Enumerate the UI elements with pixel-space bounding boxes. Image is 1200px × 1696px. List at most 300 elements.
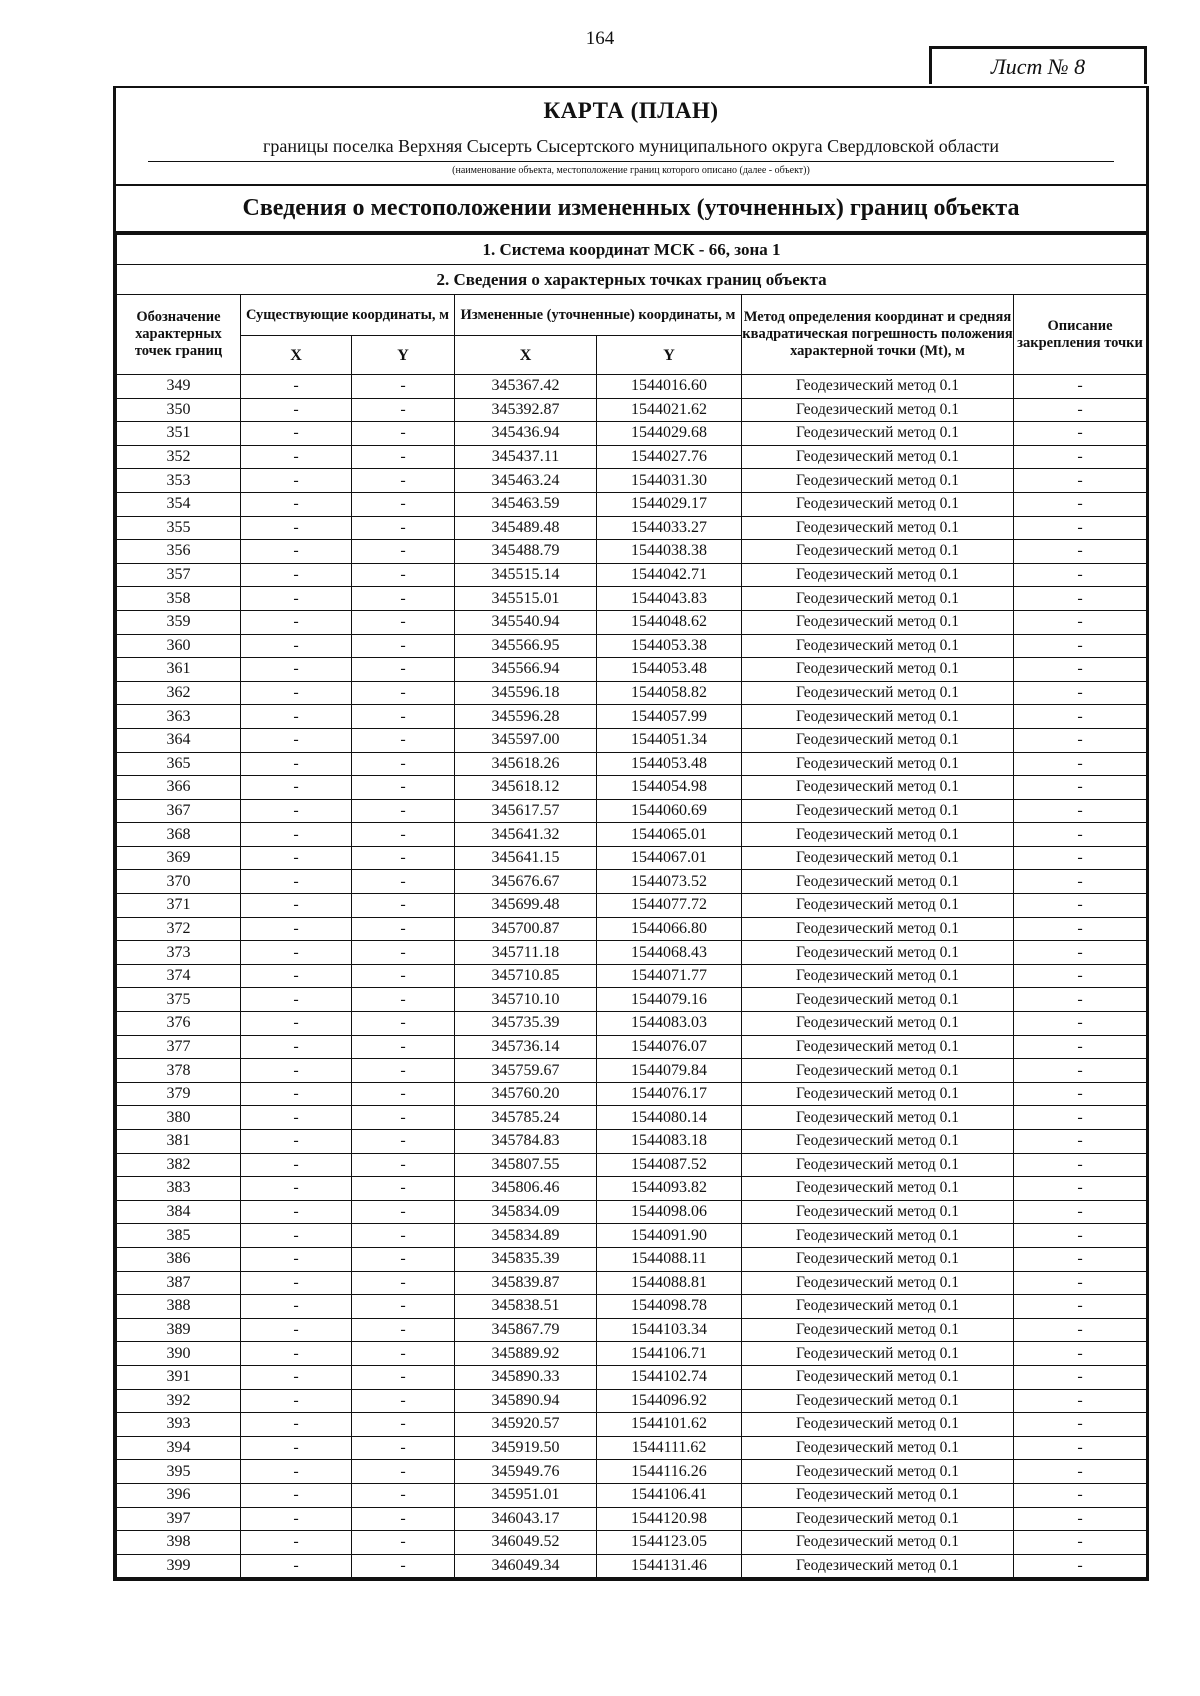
description-cell: - bbox=[1014, 1507, 1147, 1531]
description-cell: - bbox=[1014, 516, 1147, 540]
description-cell: - bbox=[1014, 398, 1147, 422]
method-cell: Геодезический метод 0.1 bbox=[742, 752, 1014, 776]
description-cell: - bbox=[1014, 681, 1147, 705]
changed-y-cell: 1544120.98 bbox=[597, 1507, 742, 1531]
description-cell: - bbox=[1014, 941, 1147, 965]
changed-y-cell: 1544068.43 bbox=[597, 941, 742, 965]
existing-y-cell: - bbox=[352, 563, 455, 587]
changed-y-cell: 1544029.17 bbox=[597, 492, 742, 516]
method-cell: Геодезический метод 0.1 bbox=[742, 1082, 1014, 1106]
method-cell: Геодезический метод 0.1 bbox=[742, 1130, 1014, 1154]
description-cell: - bbox=[1014, 752, 1147, 776]
point-number-cell: 372 bbox=[117, 917, 241, 941]
method-cell: Геодезический метод 0.1 bbox=[742, 1271, 1014, 1295]
existing-y-cell: - bbox=[352, 870, 455, 894]
changed-y-cell: 1544098.78 bbox=[597, 1295, 742, 1319]
table-row bbox=[117, 728, 1147, 752]
point-number-cell: 396 bbox=[117, 1483, 241, 1507]
changed-x-cell: 345617.57 bbox=[455, 799, 597, 823]
existing-y-cell: - bbox=[352, 1507, 455, 1531]
changed-x-cell: 345890.94 bbox=[455, 1389, 597, 1413]
description-cell: - bbox=[1014, 1460, 1147, 1484]
method-cell: Геодезический метод 0.1 bbox=[742, 587, 1014, 611]
changed-x-cell: 345488.79 bbox=[455, 540, 597, 564]
table-row bbox=[117, 563, 1147, 587]
description-cell: - bbox=[1014, 1295, 1147, 1319]
method-cell: Геодезический метод 0.1 bbox=[742, 398, 1014, 422]
existing-y-cell: - bbox=[352, 728, 455, 752]
existing-y-cell: - bbox=[352, 1035, 455, 1059]
changed-y-cell: 1544076.07 bbox=[597, 1035, 742, 1059]
method-cell: Геодезический метод 0.1 bbox=[742, 705, 1014, 729]
table-row bbox=[117, 634, 1147, 658]
changed-x-cell: 345834.89 bbox=[455, 1224, 597, 1248]
existing-y-cell: - bbox=[352, 610, 455, 634]
existing-x-cell: - bbox=[241, 1082, 352, 1106]
description-cell: - bbox=[1014, 1365, 1147, 1389]
existing-x-cell: - bbox=[241, 988, 352, 1012]
description-cell: - bbox=[1014, 1153, 1147, 1177]
changed-y-cell: 1544131.46 bbox=[597, 1554, 742, 1578]
method-cell: Геодезический метод 0.1 bbox=[742, 610, 1014, 634]
existing-x-cell: - bbox=[241, 1318, 352, 1342]
description-cell: - bbox=[1014, 799, 1147, 823]
point-number-cell: 389 bbox=[117, 1318, 241, 1342]
method-cell: Геодезический метод 0.1 bbox=[742, 634, 1014, 658]
description-cell: - bbox=[1014, 422, 1147, 446]
changed-x-cell: 345785.24 bbox=[455, 1106, 597, 1130]
changed-x-cell: 345597.00 bbox=[455, 728, 597, 752]
points-heading: 2. Сведения о характерных точках границ объекта bbox=[117, 265, 1147, 295]
description-cell: - bbox=[1014, 1035, 1147, 1059]
method-cell: Геодезический метод 0.1 bbox=[742, 1247, 1014, 1271]
point-number-cell: 383 bbox=[117, 1177, 241, 1201]
existing-x-cell: - bbox=[241, 1413, 352, 1437]
point-number-cell: 355 bbox=[117, 516, 241, 540]
changed-y-cell: 1544093.82 bbox=[597, 1177, 742, 1201]
existing-y-cell: - bbox=[352, 776, 455, 800]
table-row bbox=[117, 1012, 1147, 1036]
existing-y-cell: - bbox=[352, 1130, 455, 1154]
existing-x-cell: - bbox=[241, 1436, 352, 1460]
method-cell: Геодезический метод 0.1 bbox=[742, 799, 1014, 823]
description-cell: - bbox=[1014, 1012, 1147, 1036]
method-cell: Геодезический метод 0.1 bbox=[742, 1507, 1014, 1531]
changed-y-cell: 1544083.18 bbox=[597, 1130, 742, 1154]
changed-x-cell: 345463.59 bbox=[455, 492, 597, 516]
changed-x-cell: 345618.12 bbox=[455, 776, 597, 800]
page-number: 164 bbox=[585, 28, 615, 49]
point-number-cell: 377 bbox=[117, 1035, 241, 1059]
existing-y-cell: - bbox=[352, 1200, 455, 1224]
header-changed-y: Y bbox=[597, 336, 742, 375]
point-number-cell: 394 bbox=[117, 1436, 241, 1460]
description-cell: - bbox=[1014, 1177, 1147, 1201]
description-cell: - bbox=[1014, 469, 1147, 493]
method-cell: Геодезический метод 0.1 bbox=[742, 1460, 1014, 1484]
description-cell: - bbox=[1014, 964, 1147, 988]
existing-x-cell: - bbox=[241, 1389, 352, 1413]
changed-y-cell: 1544038.38 bbox=[597, 540, 742, 564]
document-frame bbox=[113, 86, 1149, 1581]
table-row bbox=[117, 1200, 1147, 1224]
table-row bbox=[117, 587, 1147, 611]
existing-y-cell: - bbox=[352, 1106, 455, 1130]
changed-y-cell: 1544098.06 bbox=[597, 1200, 742, 1224]
existing-y-cell: - bbox=[352, 492, 455, 516]
changed-x-cell: 345699.48 bbox=[455, 894, 597, 918]
method-cell: Геодезический метод 0.1 bbox=[742, 1531, 1014, 1555]
point-number-cell: 382 bbox=[117, 1153, 241, 1177]
point-number-cell: 395 bbox=[117, 1460, 241, 1484]
point-number-cell: 391 bbox=[117, 1365, 241, 1389]
header-existing-x: X bbox=[241, 336, 352, 375]
table-row bbox=[117, 1554, 1147, 1578]
changed-y-cell: 1544043.83 bbox=[597, 587, 742, 611]
existing-x-cell: - bbox=[241, 776, 352, 800]
changed-x-cell: 345839.87 bbox=[455, 1271, 597, 1295]
existing-x-cell: - bbox=[241, 422, 352, 446]
point-number-cell: 351 bbox=[117, 422, 241, 446]
point-number-cell: 361 bbox=[117, 658, 241, 682]
map-subtitle: границы поселка Верхняя Сысерть Сысертского муниципального округа Свердловской области bbox=[148, 136, 1114, 162]
method-cell: Геодезический метод 0.1 bbox=[742, 1365, 1014, 1389]
existing-y-cell: - bbox=[352, 988, 455, 1012]
description-cell: - bbox=[1014, 705, 1147, 729]
changed-x-cell: 345736.14 bbox=[455, 1035, 597, 1059]
changed-x-cell: 345784.83 bbox=[455, 1130, 597, 1154]
existing-y-cell: - bbox=[352, 1436, 455, 1460]
existing-y-cell: - bbox=[352, 1271, 455, 1295]
method-cell: Геодезический метод 0.1 bbox=[742, 917, 1014, 941]
changed-y-cell: 1544066.80 bbox=[597, 917, 742, 941]
description-cell: - bbox=[1014, 1318, 1147, 1342]
existing-y-cell: - bbox=[352, 634, 455, 658]
point-number-cell: 364 bbox=[117, 728, 241, 752]
table-row bbox=[117, 1436, 1147, 1460]
changed-y-cell: 1544103.34 bbox=[597, 1318, 742, 1342]
existing-x-cell: - bbox=[241, 563, 352, 587]
changed-y-cell: 1544042.71 bbox=[597, 563, 742, 587]
existing-x-cell: - bbox=[241, 587, 352, 611]
description-cell: - bbox=[1014, 1130, 1147, 1154]
method-cell: Геодезический метод 0.1 bbox=[742, 728, 1014, 752]
table-row bbox=[117, 964, 1147, 988]
existing-x-cell: - bbox=[241, 1130, 352, 1154]
description-cell: - bbox=[1014, 1200, 1147, 1224]
method-cell: Геодезический метод 0.1 bbox=[742, 1318, 1014, 1342]
existing-y-cell: - bbox=[352, 917, 455, 941]
table-row bbox=[117, 1365, 1147, 1389]
changed-y-cell: 1544076.17 bbox=[597, 1082, 742, 1106]
table-row bbox=[117, 846, 1147, 870]
changed-x-cell: 346049.34 bbox=[455, 1554, 597, 1578]
existing-y-cell: - bbox=[352, 516, 455, 540]
changed-y-cell: 1544096.92 bbox=[597, 1389, 742, 1413]
existing-y-cell: - bbox=[352, 1247, 455, 1271]
table-row bbox=[117, 823, 1147, 847]
changed-y-cell: 1544060.69 bbox=[597, 799, 742, 823]
method-cell: Геодезический метод 0.1 bbox=[742, 964, 1014, 988]
changed-x-cell: 345835.39 bbox=[455, 1247, 597, 1271]
method-cell: Геодезический метод 0.1 bbox=[742, 1413, 1014, 1437]
point-number-cell: 349 bbox=[117, 375, 241, 399]
changed-x-cell: 345949.76 bbox=[455, 1460, 597, 1484]
existing-y-cell: - bbox=[352, 941, 455, 965]
existing-y-cell: - bbox=[352, 1153, 455, 1177]
method-cell: Геодезический метод 0.1 bbox=[742, 1012, 1014, 1036]
changed-y-cell: 1544088.11 bbox=[597, 1247, 742, 1271]
existing-y-cell: - bbox=[352, 1483, 455, 1507]
description-cell: - bbox=[1014, 870, 1147, 894]
point-number-cell: 370 bbox=[117, 870, 241, 894]
changed-x-cell: 346043.17 bbox=[455, 1507, 597, 1531]
header-point-designation: Обозначение характерных точек границ bbox=[117, 295, 241, 375]
changed-y-cell: 1544083.03 bbox=[597, 1012, 742, 1036]
description-cell: - bbox=[1014, 846, 1147, 870]
description-cell: - bbox=[1014, 1554, 1147, 1578]
changed-x-cell: 345566.94 bbox=[455, 658, 597, 682]
table-row bbox=[117, 941, 1147, 965]
description-cell: - bbox=[1014, 563, 1147, 587]
table-row bbox=[117, 917, 1147, 941]
changed-x-cell: 345735.39 bbox=[455, 1012, 597, 1036]
point-number-cell: 374 bbox=[117, 964, 241, 988]
existing-x-cell: - bbox=[241, 469, 352, 493]
existing-y-cell: - bbox=[352, 1389, 455, 1413]
method-cell: Геодезический метод 0.1 bbox=[742, 681, 1014, 705]
table-row bbox=[117, 1295, 1147, 1319]
existing-y-cell: - bbox=[352, 1012, 455, 1036]
point-number-cell: 375 bbox=[117, 988, 241, 1012]
point-number-cell: 392 bbox=[117, 1389, 241, 1413]
method-cell: Геодезический метод 0.1 bbox=[742, 1483, 1014, 1507]
existing-y-cell: - bbox=[352, 398, 455, 422]
table-row bbox=[117, 1271, 1147, 1295]
description-cell: - bbox=[1014, 375, 1147, 399]
table-row bbox=[117, 422, 1147, 446]
point-number-cell: 367 bbox=[117, 799, 241, 823]
changed-y-cell: 1544067.01 bbox=[597, 846, 742, 870]
description-cell: - bbox=[1014, 1413, 1147, 1437]
table-row bbox=[117, 705, 1147, 729]
changed-y-cell: 1544058.82 bbox=[597, 681, 742, 705]
existing-x-cell: - bbox=[241, 1247, 352, 1271]
description-cell: - bbox=[1014, 728, 1147, 752]
existing-x-cell: - bbox=[241, 941, 352, 965]
point-number-cell: 398 bbox=[117, 1531, 241, 1555]
changed-x-cell: 345889.92 bbox=[455, 1342, 597, 1366]
point-number-cell: 353 bbox=[117, 469, 241, 493]
point-number-cell: 365 bbox=[117, 752, 241, 776]
changed-y-cell: 1544080.14 bbox=[597, 1106, 742, 1130]
existing-y-cell: - bbox=[352, 540, 455, 564]
table-row bbox=[117, 894, 1147, 918]
method-cell: Геодезический метод 0.1 bbox=[742, 516, 1014, 540]
changed-x-cell: 345463.24 bbox=[455, 469, 597, 493]
table-row bbox=[117, 1082, 1147, 1106]
method-cell: Геодезический метод 0.1 bbox=[742, 1177, 1014, 1201]
method-cell: Геодезический метод 0.1 bbox=[742, 1295, 1014, 1319]
existing-x-cell: - bbox=[241, 728, 352, 752]
existing-x-cell: - bbox=[241, 752, 352, 776]
existing-x-cell: - bbox=[241, 1295, 352, 1319]
changed-x-cell: 345596.28 bbox=[455, 705, 597, 729]
header-existing-coords: Существующие координаты, м bbox=[241, 295, 455, 336]
table-row bbox=[117, 776, 1147, 800]
point-number-cell: 360 bbox=[117, 634, 241, 658]
table-row bbox=[117, 658, 1147, 682]
changed-y-cell: 1544029.68 bbox=[597, 422, 742, 446]
table-row bbox=[117, 1389, 1147, 1413]
description-cell: - bbox=[1014, 917, 1147, 941]
description-cell: - bbox=[1014, 1106, 1147, 1130]
method-cell: Геодезический метод 0.1 bbox=[742, 1035, 1014, 1059]
changed-y-cell: 1544065.01 bbox=[597, 823, 742, 847]
changed-y-cell: 1544079.84 bbox=[597, 1059, 742, 1083]
header-existing-y: Y bbox=[352, 336, 455, 375]
point-number-cell: 350 bbox=[117, 398, 241, 422]
point-number-cell: 376 bbox=[117, 1012, 241, 1036]
description-cell: - bbox=[1014, 540, 1147, 564]
changed-x-cell: 345367.42 bbox=[455, 375, 597, 399]
point-number-cell: 397 bbox=[117, 1507, 241, 1531]
point-number-cell: 381 bbox=[117, 1130, 241, 1154]
existing-x-cell: - bbox=[241, 1483, 352, 1507]
changed-x-cell: 345515.01 bbox=[455, 587, 597, 611]
table-row bbox=[117, 1483, 1147, 1507]
changed-y-cell: 1544048.62 bbox=[597, 610, 742, 634]
point-number-cell: 371 bbox=[117, 894, 241, 918]
method-cell: Геодезический метод 0.1 bbox=[742, 941, 1014, 965]
changed-y-cell: 1544123.05 bbox=[597, 1531, 742, 1555]
existing-x-cell: - bbox=[241, 1531, 352, 1555]
changed-x-cell: 345867.79 bbox=[455, 1318, 597, 1342]
existing-x-cell: - bbox=[241, 870, 352, 894]
map-header bbox=[116, 88, 1146, 186]
table-row bbox=[117, 681, 1147, 705]
description-cell: - bbox=[1014, 1483, 1147, 1507]
method-cell: Геодезический метод 0.1 bbox=[742, 894, 1014, 918]
existing-x-cell: - bbox=[241, 1177, 352, 1201]
changed-x-cell: 345700.87 bbox=[455, 917, 597, 941]
method-cell: Геодезический метод 0.1 bbox=[742, 1389, 1014, 1413]
table-body bbox=[117, 375, 1147, 1578]
method-cell: Геодезический метод 0.1 bbox=[742, 1059, 1014, 1083]
table-row bbox=[117, 1035, 1147, 1059]
table-row bbox=[117, 752, 1147, 776]
changed-x-cell: 345710.85 bbox=[455, 964, 597, 988]
existing-x-cell: - bbox=[241, 917, 352, 941]
existing-x-cell: - bbox=[241, 1460, 352, 1484]
changed-x-cell: 345951.01 bbox=[455, 1483, 597, 1507]
point-number-cell: 362 bbox=[117, 681, 241, 705]
table-row bbox=[117, 1507, 1147, 1531]
point-number-cell: 359 bbox=[117, 610, 241, 634]
table-row bbox=[117, 516, 1147, 540]
table-row bbox=[117, 1318, 1147, 1342]
method-cell: Геодезический метод 0.1 bbox=[742, 1106, 1014, 1130]
sheet-label: Лист № 8 bbox=[929, 46, 1147, 84]
description-cell: - bbox=[1014, 1342, 1147, 1366]
description-cell: - bbox=[1014, 634, 1147, 658]
description-cell: - bbox=[1014, 1247, 1147, 1271]
existing-x-cell: - bbox=[241, 705, 352, 729]
point-number-cell: 357 bbox=[117, 563, 241, 587]
existing-y-cell: - bbox=[352, 1342, 455, 1366]
method-cell: Геодезический метод 0.1 bbox=[742, 1436, 1014, 1460]
existing-y-cell: - bbox=[352, 1177, 455, 1201]
changed-y-cell: 1544102.74 bbox=[597, 1365, 742, 1389]
existing-x-cell: - bbox=[241, 658, 352, 682]
point-number-cell: 378 bbox=[117, 1059, 241, 1083]
existing-x-cell: - bbox=[241, 1106, 352, 1130]
changed-y-cell: 1544033.27 bbox=[597, 516, 742, 540]
changed-y-cell: 1544027.76 bbox=[597, 445, 742, 469]
existing-y-cell: - bbox=[352, 823, 455, 847]
method-cell: Геодезический метод 0.1 bbox=[742, 1153, 1014, 1177]
existing-x-cell: - bbox=[241, 1059, 352, 1083]
point-number-cell: 366 bbox=[117, 776, 241, 800]
existing-x-cell: - bbox=[241, 1507, 352, 1531]
description-cell: - bbox=[1014, 776, 1147, 800]
point-number-cell: 387 bbox=[117, 1271, 241, 1295]
method-cell: Геодезический метод 0.1 bbox=[742, 563, 1014, 587]
existing-x-cell: - bbox=[241, 1035, 352, 1059]
changed-y-cell: 1544016.60 bbox=[597, 375, 742, 399]
point-number-cell: 369 bbox=[117, 846, 241, 870]
existing-y-cell: - bbox=[352, 1224, 455, 1248]
changed-y-cell: 1544021.62 bbox=[597, 398, 742, 422]
existing-y-cell: - bbox=[352, 964, 455, 988]
method-cell: Геодезический метод 0.1 bbox=[742, 988, 1014, 1012]
point-number-cell: 388 bbox=[117, 1295, 241, 1319]
point-number-cell: 385 bbox=[117, 1224, 241, 1248]
table-row bbox=[117, 1059, 1147, 1083]
changed-x-cell: 345596.18 bbox=[455, 681, 597, 705]
table-row bbox=[117, 492, 1147, 516]
existing-y-cell: - bbox=[352, 846, 455, 870]
changed-x-cell: 345618.26 bbox=[455, 752, 597, 776]
table-row bbox=[117, 1413, 1147, 1437]
section-title: Сведения о местоположении измененных (уточненных) границ объекта bbox=[116, 186, 1146, 234]
description-cell: - bbox=[1014, 1059, 1147, 1083]
table-row bbox=[117, 1224, 1147, 1248]
existing-x-cell: - bbox=[241, 398, 352, 422]
changed-y-cell: 1544077.72 bbox=[597, 894, 742, 918]
changed-x-cell: 345890.33 bbox=[455, 1365, 597, 1389]
point-number-cell: 363 bbox=[117, 705, 241, 729]
existing-y-cell: - bbox=[352, 1531, 455, 1555]
existing-x-cell: - bbox=[241, 846, 352, 870]
changed-x-cell: 345920.57 bbox=[455, 1413, 597, 1437]
existing-x-cell: - bbox=[241, 1224, 352, 1248]
changed-x-cell: 345436.94 bbox=[455, 422, 597, 446]
changed-x-cell: 345540.94 bbox=[455, 610, 597, 634]
existing-y-cell: - bbox=[352, 1318, 455, 1342]
existing-y-cell: - bbox=[352, 1059, 455, 1083]
existing-x-cell: - bbox=[241, 823, 352, 847]
existing-y-cell: - bbox=[352, 375, 455, 399]
changed-x-cell: 345807.55 bbox=[455, 1153, 597, 1177]
table-row bbox=[117, 540, 1147, 564]
header-changed-x: X bbox=[455, 336, 597, 375]
changed-y-cell: 1544088.81 bbox=[597, 1271, 742, 1295]
existing-x-cell: - bbox=[241, 681, 352, 705]
description-cell: - bbox=[1014, 894, 1147, 918]
table-row bbox=[117, 1106, 1147, 1130]
existing-y-cell: - bbox=[352, 752, 455, 776]
